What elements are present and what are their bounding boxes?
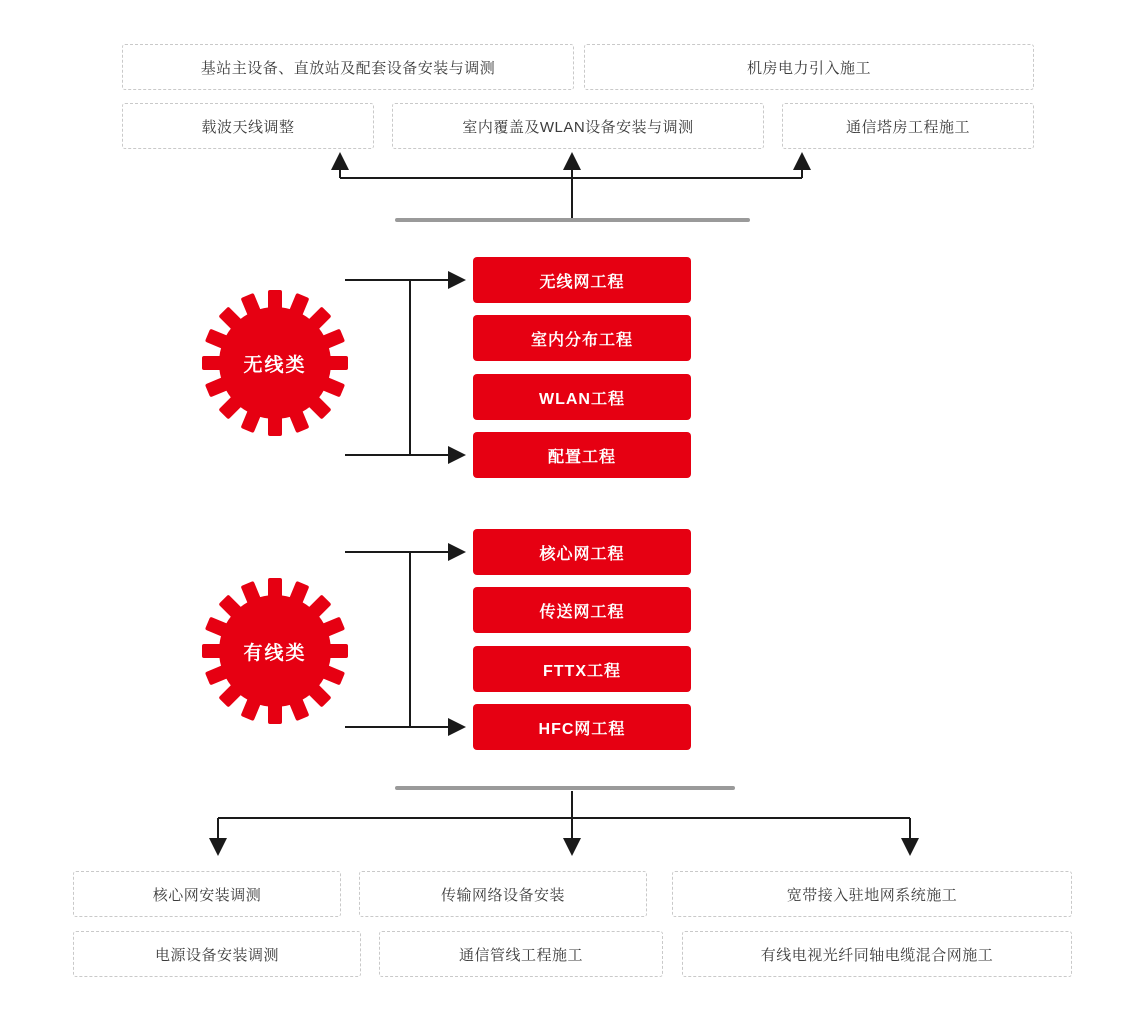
top-item-2[interactable] bbox=[122, 103, 374, 149]
bottom-item-3[interactable] bbox=[73, 931, 361, 977]
bottom-item-0[interactable] bbox=[73, 871, 341, 917]
top-item-4[interactable] bbox=[782, 103, 1034, 149]
wired-item-1[interactable] bbox=[473, 587, 691, 633]
wired-item-label: HFC网工程 bbox=[538, 720, 626, 738]
lower-divider-bar bbox=[395, 786, 735, 790]
top-item-label: 载波天线调整 bbox=[201, 118, 295, 136]
wireless-item-1[interactable] bbox=[473, 315, 691, 361]
wireless-item-3[interactable] bbox=[473, 432, 691, 478]
top-item-label: 机房电力引入施工 bbox=[746, 59, 871, 77]
group-label-wireless: 无线类 bbox=[243, 354, 307, 376]
top-item-label: 室内覆盖及WLAN设备安装与调测 bbox=[462, 118, 694, 136]
group-gear-wired bbox=[200, 576, 350, 726]
wired-item-label: 传送网工程 bbox=[539, 603, 625, 621]
wireless-item-label: 室内分布工程 bbox=[530, 331, 633, 349]
wired-item-0[interactable] bbox=[473, 529, 691, 575]
wired-item-label: FTTX工程 bbox=[543, 662, 621, 680]
bottom-item-5[interactable] bbox=[682, 931, 1072, 977]
bottom-item-label: 传输网络设备安装 bbox=[440, 886, 565, 904]
wired-item-3[interactable] bbox=[473, 704, 691, 750]
wireless-item-2[interactable] bbox=[473, 374, 691, 420]
bottom-item-label: 宽带接入驻地网系统施工 bbox=[786, 886, 958, 904]
wired-item-label: 核心网工程 bbox=[539, 545, 625, 563]
top-item-1[interactable] bbox=[584, 44, 1034, 90]
top-item-label: 通信塔房工程施工 bbox=[845, 118, 970, 136]
wireless-item-label: 无线网工程 bbox=[539, 273, 625, 291]
top-item-label: 基站主设备、直放站及配套设备安装与调测 bbox=[200, 59, 496, 77]
bottom-item-label: 通信管线工程施工 bbox=[458, 946, 583, 964]
wireless-item-label: WLAN工程 bbox=[539, 390, 625, 408]
bottom-item-4[interactable] bbox=[379, 931, 663, 977]
wired-item-2[interactable] bbox=[473, 646, 691, 692]
top-item-0[interactable] bbox=[122, 44, 574, 90]
top-item-3[interactable] bbox=[392, 103, 764, 149]
upper-divider-bar bbox=[395, 218, 750, 222]
group-gear-wireless bbox=[200, 288, 350, 438]
bottom-item-label: 电源设备安装调测 bbox=[154, 946, 279, 964]
bottom-item-2[interactable] bbox=[672, 871, 1072, 917]
bottom-item-label: 核心网安装调测 bbox=[152, 886, 262, 904]
group-label-wired: 有线类 bbox=[243, 642, 307, 664]
wireless-item-0[interactable] bbox=[473, 257, 691, 303]
bottom-item-label: 有线电视光纤同轴电缆混合网施工 bbox=[760, 946, 994, 964]
bottom-item-1[interactable] bbox=[359, 871, 647, 917]
wireless-item-label: 配置工程 bbox=[547, 448, 616, 466]
